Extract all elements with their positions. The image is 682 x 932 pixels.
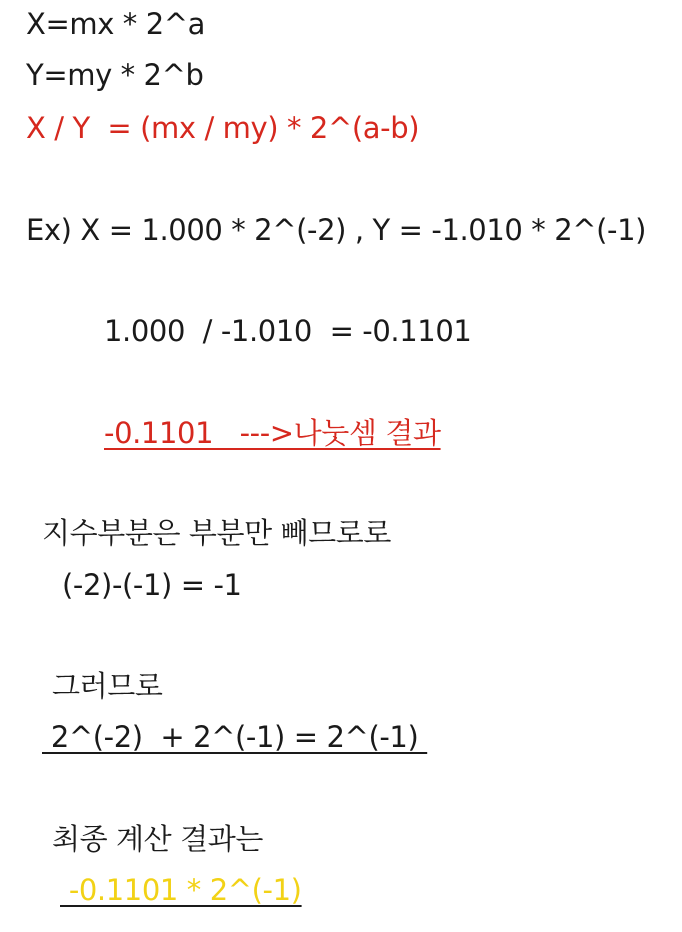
division-formula: X / Y = (mx / my) * 2^(a-b) [26,111,420,145]
division-result: -0.1101 --->나눗셈 결과 [104,416,441,450]
final-result: -0.1101 * 2^(-1) [60,873,302,907]
therefore-label: 그러므로 [52,669,163,703]
exponent-result: 2^(-2) + 2^(-1) = 2^(-1) [42,720,428,754]
final-result-label: 최종 계산 결과는 [52,822,263,856]
x-definition: X=mx * 2^a [26,7,206,41]
example-values: Ex) X = 1.000 * 2^(-2) , Y = -1.010 * 2^(-1) [26,213,647,247]
exponent-note: 지수부분은 부분만 빼므로로 [42,516,392,550]
exponent-calculation: (-2)-(-1) = -1 [62,568,242,602]
mantissa-division: 1.000 / -1.010 = -0.1101 [104,314,472,348]
y-definition: Y=my * 2^b [26,58,204,92]
